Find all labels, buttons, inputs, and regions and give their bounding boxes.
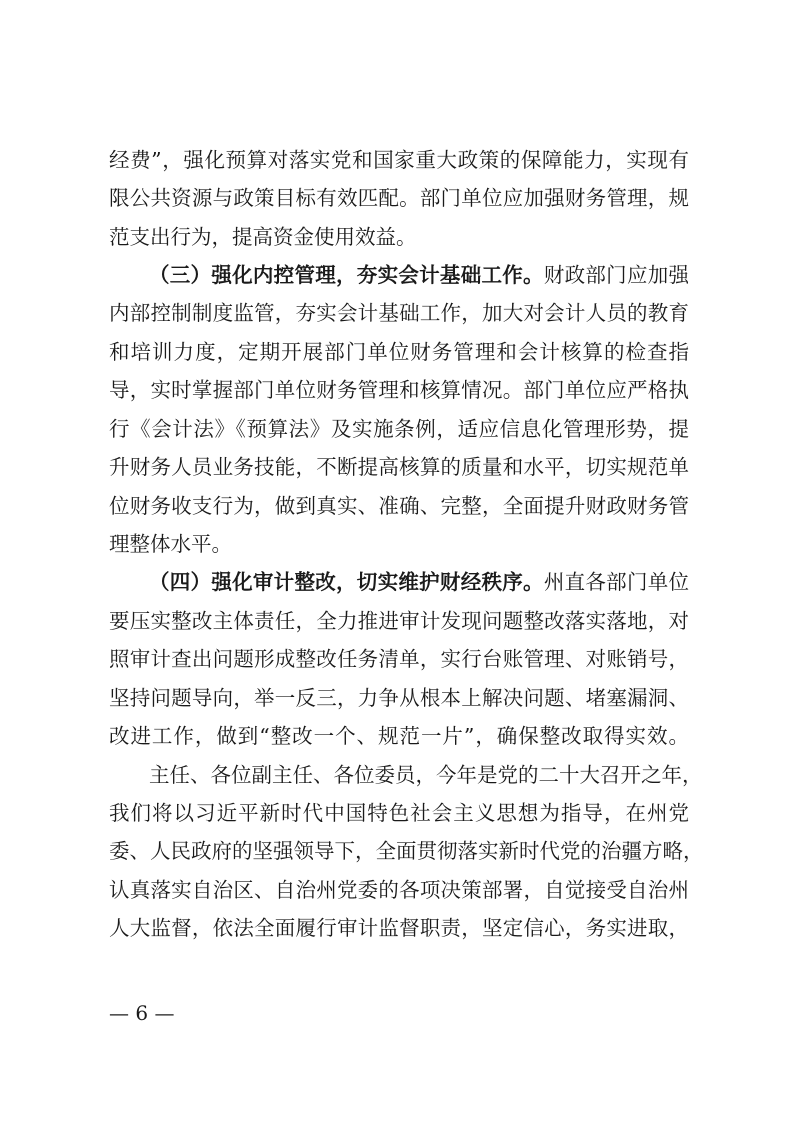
paragraph-2-line-5: 行《会计法》《预算法》及实施条例，适应信息化管理形势，提 [109,417,689,441]
paragraph-2-line-6: 升财务人员业务技能，不断提高核算的质量和水平，切实规范单 [109,455,689,479]
paragraph-2-line-1 [149,263,689,287]
paragraph-4-line-3: 委、人民政府的坚强领导下，全面贯彻落实新时代党的治疆方略， [109,839,704,863]
paragraph-3-line-1 [149,570,689,594]
page-number: — 6 — [109,1001,175,1025]
paragraph-4-line-1: 主任、各位副主任、各位委员，今年是党的二十大召开之年， [149,763,703,787]
paragraph-4-line-2: 我们将以习近平新时代中国特色社会主义思想为指导，在州党 [109,801,689,825]
paragraph-4-line-4: 认真落实自治区、自治州党委的各项决策部署，自觉接受自治州 [109,878,689,902]
section-heading-3: （三）强化内控管理，夯实会计基础工作。 [149,263,544,287]
paragraph-3-line-1-text: 州直各部门单位 [543,570,690,594]
paragraph-3-line-5: 改进工作，做到“整改一个、规范一片”，确保整改取得实效。 [109,724,689,748]
paragraph-2-line-8: 理整体水平。 [109,532,232,556]
paragraph-2-line-3: 和培训力度，定期开展部门单位财务管理和会计核算的检查指 [109,340,689,364]
paragraph-1-line-3: 范支出行为，提高资金使用效益。 [109,225,417,249]
paragraph-2-line-2: 内部控制制度监管，夯实会计基础工作，加大对会计人员的教育 [109,301,689,325]
paragraph-3-line-3: 照审计查出问题形成整改任务清单，实行台账管理、对账销号， [109,647,689,671]
paragraph-1-line-2: 限公共资源与政策目标有效匹配。部门单位应加强财务管理，规 [109,186,689,210]
paragraph-3-line-2: 要压实整改主体责任，全力推进审计发现问题整改落实落地，对 [109,609,689,633]
paragraph-1-line-1: 经费”，强化预算对落实党和国家重大政策的保障能力，实现有 [109,148,689,172]
paragraph-2-line-7: 位财务收支行为，做到真实、准确、完整，全面提升财政财务管 [109,494,689,518]
section-heading-4: （四）强化审计整改，切实维护财经秩序。 [149,570,544,594]
paragraph-2-line-4: 导，实时掌握部门单位财务管理和核算情况。部门单位应严格执 [109,378,689,402]
paragraph-2-line-1-text: 财政部门应加强 [543,263,690,287]
paragraph-3-line-4: 坚持问题导向，举一反三，力争从根本上解决问题、堵塞漏洞、 [109,686,689,710]
paragraph-4-line-5: 人大监督，依法全面履行审计监督职责，坚定信心，务实进取， [109,916,689,940]
